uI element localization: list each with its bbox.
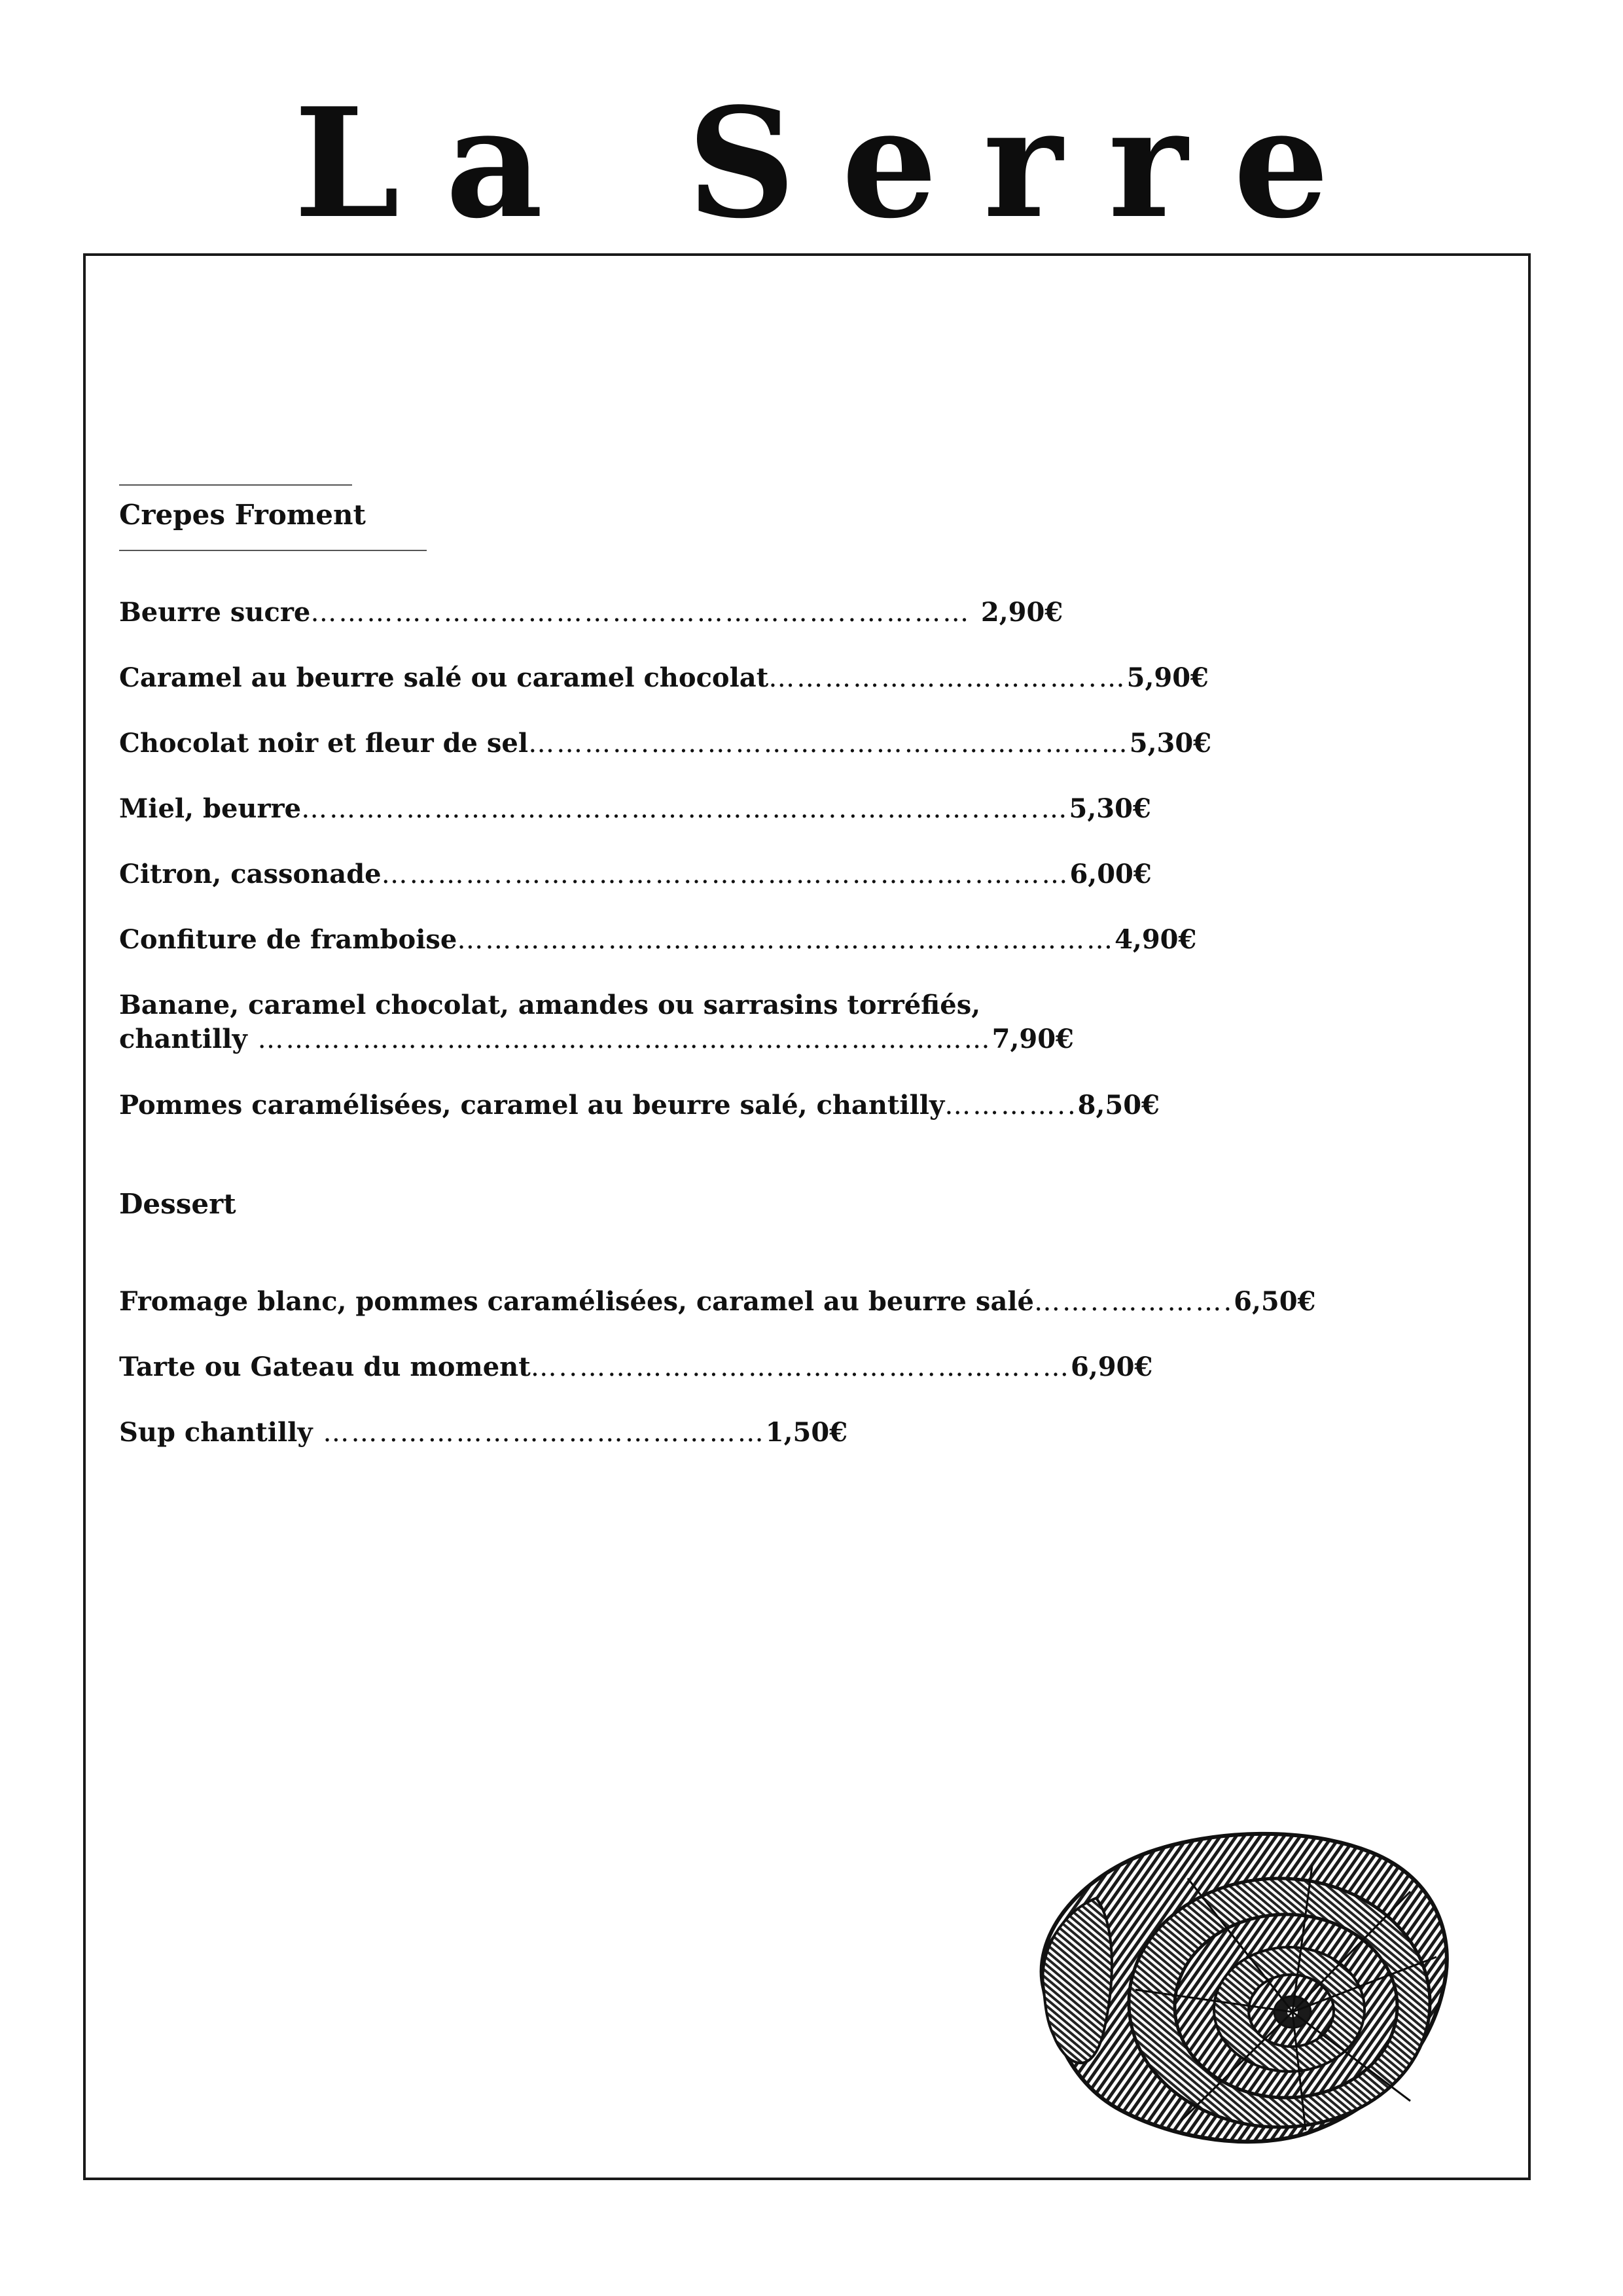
item-name: Tarte ou Gateau du moment [119,1352,531,1382]
menu-item [119,596,1063,630]
menu-item [119,1285,1315,1319]
item-name: Caramel au beurre salé ou caramel chocolat [119,662,769,693]
item-price: 1,50€ [765,1417,848,1448]
item-price: 6,90€ [1071,1352,1153,1382]
menu-item [119,661,1209,695]
item-leader: …………..…………………………………………..……… [381,859,1070,889]
item-name: Miel, beurre [119,793,302,824]
section-heading-dessert: Dessert [119,1188,236,1220]
item-name: Fromage blanc, pommes caramélisées, caramel au beurre salé [119,1286,1035,1317]
heading-rule-bottom [119,550,427,551]
menu-item [119,1088,1160,1122]
menu-item [119,923,1196,957]
heading-rule-top [119,484,352,486]
item-name: Sup chantilly [119,1417,313,1448]
item-leader: ……………………………..… [768,663,1127,693]
item-leader: ……..…………. [1034,1287,1234,1317]
item-leader: ………..……………………………………….………………… [247,1024,992,1054]
item-price: 8,50€ [1077,1090,1160,1121]
item-price: 5,30€ [1069,793,1151,824]
item-leader: ……..………………………………… [312,1418,766,1448]
item-price: 6,00€ [1069,859,1152,889]
section-heading-crepes: Crepes Froment [119,499,366,531]
menu-item [119,726,1211,761]
item-price: 2,90€ [980,597,1063,628]
item-name: Chocolat noir et fleur de sel [119,728,529,759]
item-price: 4,90€ [1115,924,1197,955]
item-price: 7,90€ [991,1024,1074,1054]
item-name: Pommes caramélisées, caramel au beurre salé, chantilly [119,1090,945,1121]
item-name: chantilly [119,1024,247,1054]
menu-item [119,1416,847,1450]
snail-shell-icon [1018,1826,1463,2153]
item-name: Beurre sucre [119,597,311,628]
item-price: 5,30€ [1129,728,1212,759]
item-leader: …………..……………………………………..………… [310,598,981,628]
item-leader: ………….. [944,1090,1078,1121]
menu-item [119,792,1151,826]
item-leader: ………….………………………………………………… [457,925,1115,955]
item-leader: …..………………………………..………..… [530,1352,1071,1382]
menu-item [119,1350,1152,1384]
item-name: Citron, cassonade [119,859,382,889]
item-price: 5,90€ [1126,662,1209,693]
item-leader: ………….…………………………………………… [528,728,1130,759]
item-name-line1: Banane, caramel chocolat, amandes ou sarrasins torréfiés, [119,990,981,1020]
menu-item [119,988,1074,1056]
item-price: 6,50€ [1234,1286,1316,1317]
item-name: Confiture de framboise [119,924,457,955]
restaurant-title: La Serre [294,75,1375,252]
menu-item [119,857,1152,891]
item-leader: ………..………………………………………...…………..…..… [301,794,1069,824]
